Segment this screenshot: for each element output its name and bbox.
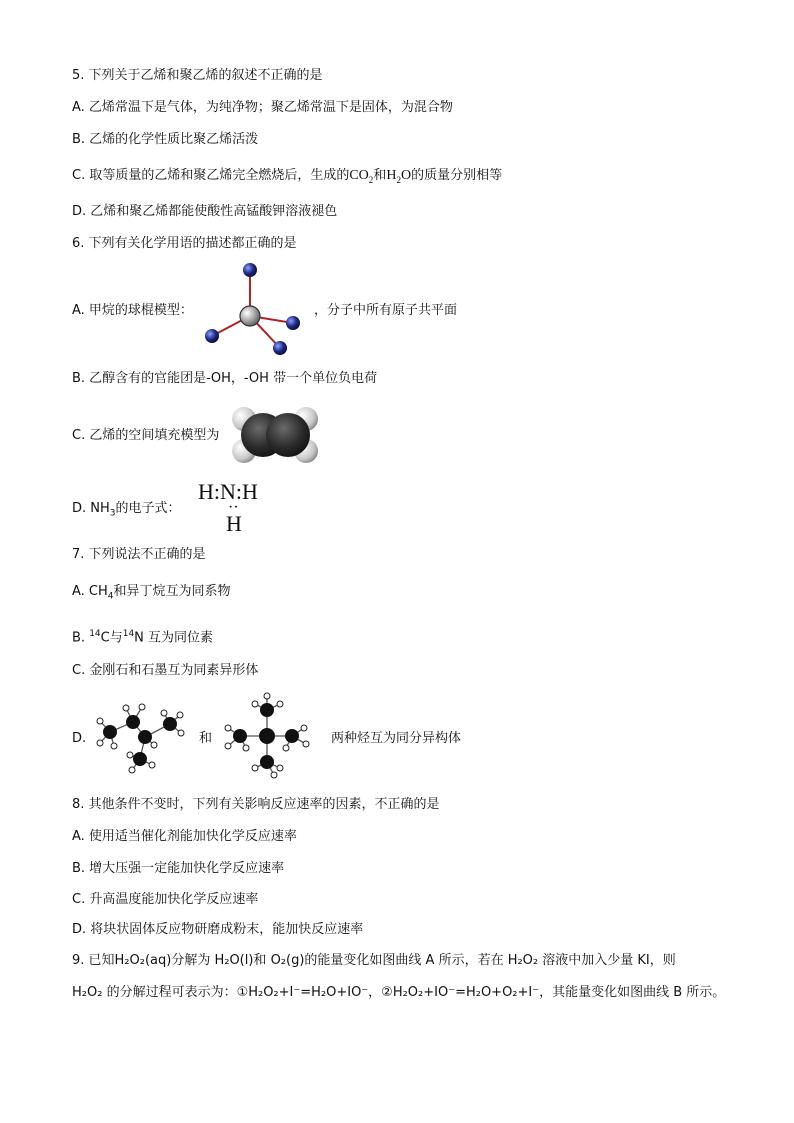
q7-option-d-suffix: 两种烃互为同分异构体 [331, 731, 462, 746]
q5-option-b: B. 乙烯的化学性质比聚乙烯活泼 [72, 132, 259, 147]
q5-c-prefix: C. 取等质量的乙烯和聚乙烯完全燃烧后，生成的 [72, 168, 350, 183]
q8-option-c: C. 升高温度能加快化学反应速率 [72, 892, 259, 907]
hydrogen-atom [286, 316, 300, 330]
q7-option-a: A. $CH_4$和异丁烷互为同系物 [72, 584, 231, 602]
q7-option-c: C. 金刚石和石墨互为同素异形体 [72, 663, 259, 678]
nh3-lone-pair-dots: ·· [228, 499, 239, 516]
q5-stem: 5. 下列关于乙烯和聚乙烯的叙述不正确的是 [72, 68, 323, 83]
q5-option-c [72, 167, 502, 189]
q6-option-a-suffix: ，分子中所有原子共平面 [314, 303, 458, 318]
q5-c-and: 和 [373, 168, 387, 183]
q8-option-a: A. 使用适当催化剂能加快化学反应速率 [72, 829, 297, 844]
carbon-atom [240, 306, 260, 326]
q7-stem: 7. 下列说法不正确的是 [72, 547, 206, 562]
hydrogen-atom [205, 329, 219, 343]
q8-option-b: B. 增大压强一定能加快化学反应速率 [72, 861, 285, 876]
q8-stem: 8. 其他条件不变时，下列有关影响反应速率的因素，不正确的是 [72, 797, 440, 812]
hydrogen-atom [273, 341, 287, 355]
q5-c-suffix: 的质量分别相等 [411, 168, 503, 183]
hydrogen-atom [243, 263, 257, 277]
q7-option-d-and: 和 [199, 731, 213, 746]
q8-option-d: D. 将块状固体反应物研磨成粉末，能加快反应速率 [72, 922, 364, 937]
neopentane-ball-stick-model [222, 690, 314, 782]
q9-line-1: 9. 已知H₂O₂(aq)分解为 H₂O(l)和 O₂(g)的能量变化如图曲线 A 所示，若在 H₂O₂ 溶液中加入少量 KI，则 [72, 953, 676, 968]
q5-option-a: A. 乙烯常温下是气体，为纯净物；聚乙烯常温下是固体，为混合物 [72, 100, 453, 115]
q7-option-d-label: D. [72, 731, 87, 746]
q6-stem: 6. 下列有关化学用语的描述都正确的是 [72, 236, 297, 251]
butane-ball-stick-model [92, 695, 187, 777]
q6-option-c: C. 乙烯的空间填充模型为 [72, 428, 220, 443]
q9-line-2: H₂O₂ 的分解过程可表示为：①H₂O₂+I⁻=H₂O+IO⁻，②H₂O₂+IO⁻=H₂O+O₂+I⁻，其能量变化如图曲线 B 所示。 [72, 985, 726, 1000]
q7-option-b: B. $^{14}$C与$^{14}$N 互为同位素 [72, 629, 214, 646]
q6-option-b: B. 乙醇含有的官能团是-OH，-OH 带一个单位负电荷 [72, 371, 378, 386]
q6-option-d: D. $NH_3$的电子式： [72, 501, 181, 519]
ethylene-space-filling-model [230, 405, 322, 467]
q6-option-a-prefix: A. 甲烷的球棍模型： [72, 303, 193, 318]
nh3-electron-formula-top: H:N:H [198, 479, 258, 504]
methane-ball-stick-model [196, 260, 306, 360]
formula-h2o: $H_2O$ [386, 168, 412, 185]
nh3-electron-formula-bottom: H [226, 511, 242, 536]
formula-co2: $CO_2$ [349, 168, 374, 185]
q5-option-d: D. 乙烯和聚乙烯都能使酸性高锰酸钾溶液褪色 [72, 204, 338, 219]
